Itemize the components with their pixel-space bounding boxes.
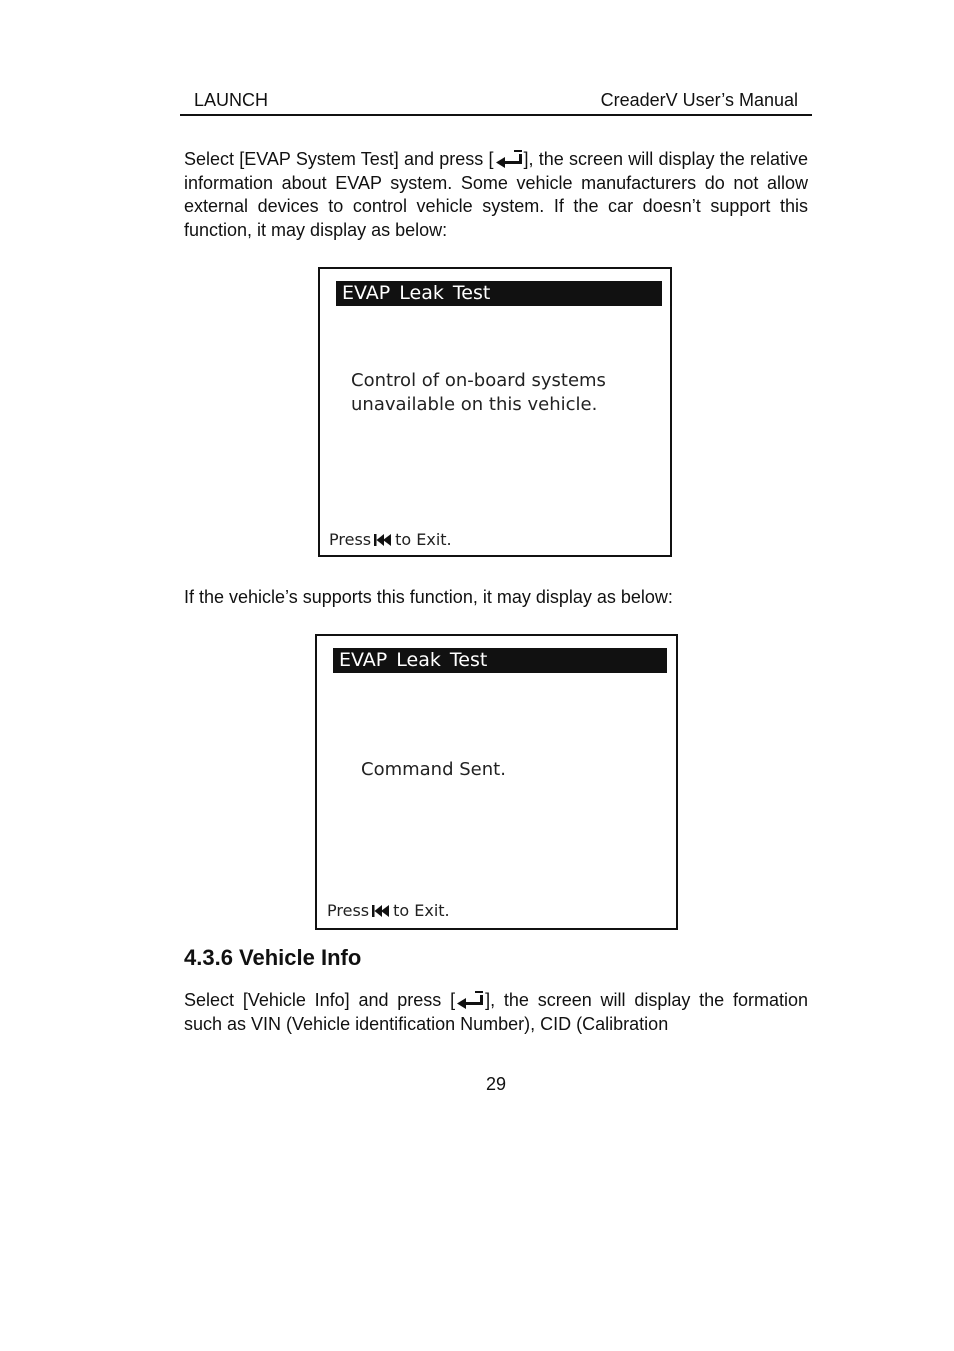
- screen-title-bar: EVAP Leak Test: [333, 648, 667, 673]
- intro-text-before: Select [EVAP System Test] and press [: [184, 149, 494, 169]
- intro-paragraph: [184, 148, 808, 242]
- screen-footer: [329, 530, 452, 549]
- page-header: [180, 88, 812, 116]
- screen-message: [361, 758, 506, 782]
- section-heading: 4.3.6 Vehicle Info: [184, 945, 362, 970]
- vehicle-text-after: ], the screen will display the formation such as VIN (Vehicle identification Number), CID (Calibration: [184, 990, 808, 1034]
- intro-text-after: ], the screen will display the relative information about EVAP system. Some vehicle manufacturers do not allow external devices to control vehicle system. If the car doesn’t support this function, it may display as below:: [184, 149, 808, 240]
- footer-press: Press: [327, 901, 370, 920]
- footer-exit: to Exit.: [395, 530, 452, 549]
- message-line-1: Command Sent.: [361, 759, 506, 780]
- screen-command-sent: [315, 634, 678, 930]
- screen-title-bar: EVAP Leak Test: [336, 281, 662, 306]
- vehicle-info-paragraph: [184, 989, 808, 1036]
- screen-footer: [327, 901, 450, 920]
- header-manual-title: CreaderV User’s Manual: [600, 90, 798, 110]
- screen-unavailable: [318, 267, 672, 557]
- message-line-1: Control of on-board systems: [351, 370, 606, 391]
- enter-key-icon: [455, 991, 485, 1009]
- screen-message: [351, 369, 606, 417]
- vehicle-text-before: Select [Vehicle Info] and press [: [184, 990, 456, 1010]
- supports-paragraph: If the vehicle’s supports this function, it may display as below:: [184, 587, 673, 607]
- rewind-icon: [372, 902, 390, 914]
- header-brand: LAUNCH: [194, 90, 269, 110]
- page-number: 29: [485, 1074, 507, 1094]
- enter-key-icon: [494, 150, 524, 168]
- message-line-2: unavailable on this vehicle.: [351, 394, 598, 415]
- rewind-icon: [374, 531, 392, 543]
- footer-exit: to Exit.: [393, 901, 450, 920]
- footer-press: Press: [329, 530, 372, 549]
